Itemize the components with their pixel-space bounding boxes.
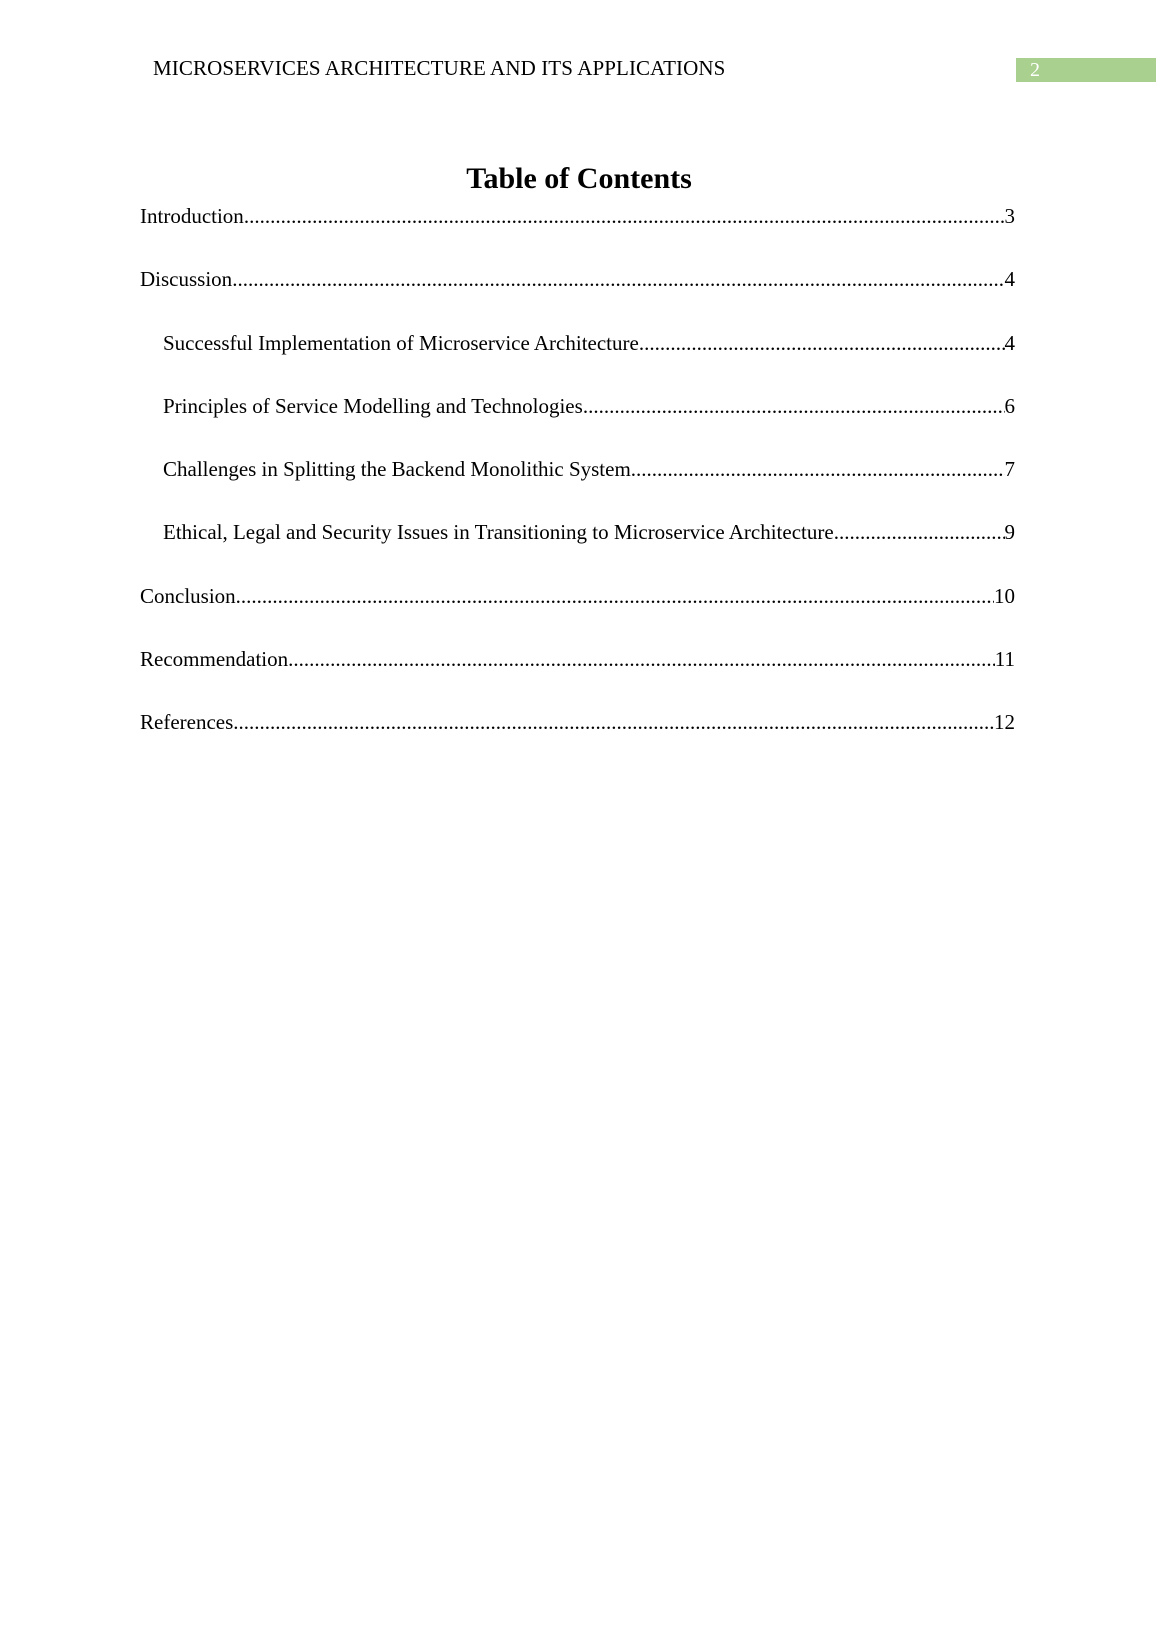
toc-entry-label: References <box>140 710 234 735</box>
toc-entry-page: 3 <box>1004 204 1015 228</box>
toc-entry-label: Challenges in Splitting the Backend Monolithic System <box>163 457 631 482</box>
toc-entry-page: 11 <box>994 647 1015 672</box>
toc-entry-introduction[interactable] <box>140 200 1015 263</box>
toc-entry-page: 4 <box>1004 330 1015 355</box>
page-number: 2 <box>1030 59 1040 81</box>
toc-entry-label: Successful Implementation of Microservice Architecture <box>163 330 639 355</box>
toc-dot-leader <box>834 516 1005 548</box>
toc-entry-recommendation[interactable] <box>140 643 1015 706</box>
toc-entry-page: 9 <box>1004 520 1015 545</box>
toc-dot-leader <box>639 327 1005 359</box>
toc-entry-successful-implementation[interactable] <box>140 327 1015 390</box>
toc-entry-page: 4 <box>1004 267 1015 292</box>
page-number-badge <box>1016 58 1156 82</box>
toc-entry-label: Conclusion <box>140 583 236 608</box>
toc-entry-page: 10 <box>994 583 1015 608</box>
table-of-contents <box>140 200 1015 770</box>
toc-entry-label: Ethical, Legal and Security Issues in Transitioning to Microservice Architecture <box>163 520 834 545</box>
toc-entry-discussion[interactable] <box>140 263 1015 326</box>
toc-dot-leader <box>236 580 994 612</box>
toc-title: Table of Contents <box>466 162 692 195</box>
toc-entry-label: Recommendation <box>140 647 289 672</box>
toc-entry-references[interactable] <box>140 706 1015 769</box>
toc-entry-label: Principles of Service Modelling and Technologies <box>163 393 583 418</box>
toc-entry-challenges-splitting[interactable] <box>140 453 1015 516</box>
toc-dot-leader <box>244 200 1005 232</box>
toc-entry-page: 6 <box>1004 393 1015 418</box>
toc-dot-leader <box>583 390 1005 422</box>
toc-dot-leader <box>631 453 1005 485</box>
toc-dot-leader <box>232 263 1004 295</box>
toc-entry-label: Discussion <box>140 267 233 292</box>
running-header-title: MICROSERVICES ARCHITECTURE AND ITS APPLICATIONS <box>153 56 726 80</box>
toc-entry-page: 7 <box>1004 457 1015 482</box>
toc-entry-page: 12 <box>994 710 1015 735</box>
toc-entry-principles-service-modelling[interactable] <box>140 390 1015 453</box>
toc-dot-leader <box>288 643 995 675</box>
toc-entry-conclusion[interactable] <box>140 580 1015 643</box>
toc-dot-leader <box>233 706 994 738</box>
toc-entry-label: Introduction <box>140 204 244 228</box>
toc-entry-ethical-legal-security[interactable] <box>140 516 1015 579</box>
